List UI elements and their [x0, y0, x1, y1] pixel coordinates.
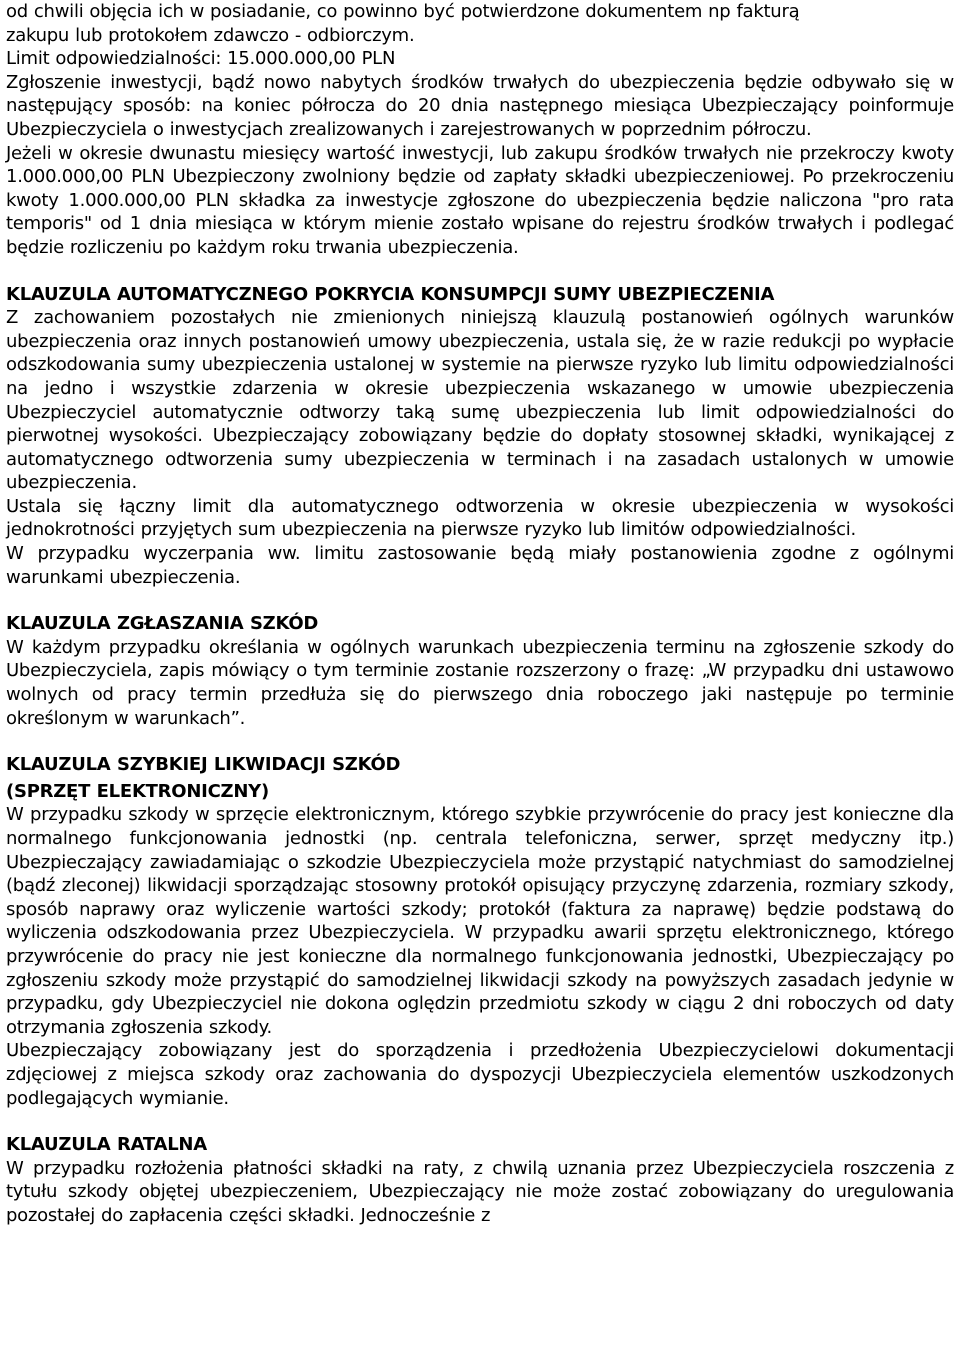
intro-line-1: od chwili objęcia ich w posiadanie, co powinno być potwierdzone dokumentem np fakturą: [6, 1, 800, 22]
paragraph-zglaszania-1: W każdym przypadku określania w ogólnych warunkach ubezpieczenia terminu na zgłoszenie szkody do Ubezpieczyciela, zapis mówiący o tym terminie zostanie rozszerzony o frazę: „W przypadku dni ustawowo wolnych od pracy termin przedłuża się do pierwszego dnia roboczego jaki następuje po terminie określonym w warunkach”.: [6, 636, 954, 729]
paragraph-jezeli: Jeżeli w okresie dwunastu miesięcy wartość inwestycji, lub zakupu środków trwałych nie przekroczy kwoty 1.000.000,00 PLN Ubezpieczony zwolniony będzie od zapłaty składki ubezpieczeniowej. Po przekroczeniu kwoty 1.000.000,00 PLN składka za inwestycje zgłoszone do ubezpieczenia będzie naliczona "pro rata temporis" od 1 dnia miesiąca w którym mienie zostało wpisane do rejestru środków trwałych i podlegać będzie rozliczeniu po każdym roku trwania ubezpieczenia.: [6, 142, 954, 258]
paragraph-automatycznego-3: W przypadku wyczerpania ww. limitu zastosowanie będą miały postanowienia zgodne z ogólnymi warunkami ubezpieczenia.: [6, 543, 954, 588]
heading-klauzula-szybkiej: KLAUZULA SZYBKIEJ LIKWIDACJI SZKÓD: [6, 754, 401, 776]
subheading-sprzet-elektroniczny: (SPRZĘT ELEKTRONICZNY): [6, 780, 269, 802]
heading-klauzula-automatycznego: KLAUZULA AUTOMATYCZNEGO POKRYCIA KONSUMPCJI SUMY UBEZPIECZENIA: [6, 283, 775, 305]
document-page: [6, 0, 954, 1228]
paragraph-zgloszenie: Zgłoszenie inwestycji, bądź nowo nabytych środków trwałych do ubezpieczenia będzie odbywało się w następujący sposób: na koniec półrocza do 20 dnia następnego miesiąca Ubezpieczający poinformuje Ubezpieczyciela o inwestycjach zrealizowanych i zarejestrowanych w poprzednim półroczu.: [6, 71, 954, 140]
paragraph-automatycznego-2: Ustala się łączny limit dla automatycznego odtworzenia w okresie ubezpieczenia w wysokości jednokrotności przyjętych sum ubezpieczenia na pierwsze ryzyko lub limitów odpowiedzialności.: [6, 495, 954, 541]
intro-continuation: [6, 0, 954, 47]
intro-line-2: zakupu lub protokołem zdawczo - odbiorczym.: [6, 24, 415, 46]
heading-klauzula-ratalna: KLAUZULA RATALNA: [6, 1134, 207, 1156]
limit-line: Limit odpowiedzialności: 15.000.000,00 PLN: [6, 48, 396, 70]
paragraph-szybkiej-1: W przypadku szkody w sprzęcie elektronicznym, którego szybkie przywrócenie do pracy jest konieczne dla normalnego funkcjonowania jednostki (np. centrala telefoniczna, serwer, sprzęt medyczny itp.) Ubezpieczający zawiadamiając o szkodzie Ubezpieczyciela może przystąpić natychmiast do samodzielnej (bądź zleconej) likwidacji sporządzając stosowny protokół opisujący przyczynę zdarzenia, rozmiary szkody, sposób naprawy oraz wyliczenie wartości szkody; protokół (faktura za naprawę) będzie podstawą do wyliczenia odszkodowania przez Ubezpieczyciela. W przypadku awarii sprzętu elektronicznego, którego przywrócenie do pracy nie jest konieczne dla normalnego funkcjonowania jednostki, Ubezpieczający po zgłoszeniu szkody może przystąpić do samodzielnej likwidacji szkody na powyższych zasadach jedynie w przypadku, gdy Ubezpieczyciel nie dokona oględzin przedmiotu szkody w ciągu 2 dni roboczych od daty otrzymania zgłoszenia szkody.: [6, 804, 954, 1038]
paragraph-ratalna-1: W przypadku rozłożenia płatności składki na raty, z chwilą uznania przez Ubezpieczyciela roszczenia z tytułu szkody objętej ubezpieczeniem, Ubezpieczający nie może zostać zobowiązany do uregulowania pozostałej do zapłacenia części składki. Jednocześnie z: [6, 1157, 954, 1226]
paragraph-szybkiej-2: Ubezpieczający zobowiązany jest do sporządzenia i przedłożenia Ubezpieczycielowi dokumentacji zdjęciowej z miejsca szkody oraz zachowania do dyspozycji Ubezpieczyciela elementów uszkodzonych podlegających wymianie.: [6, 1040, 954, 1109]
paragraph-automatycznego-1: Z zachowaniem pozostałych nie zmienionych niniejszą klauzulą postanowień ogólnych warunków ubezpieczenia oraz innych postanowień umowy ubezpieczenia, ustala się, że w razie redukcji po wypłacie odszkodowania sumy ubezpieczenia ustalonej w systemie na pierwsze ryzyko lub limitu odpowiedzialności na jedno i wszystkie zdarzenia w okresie ubezpieczenia wskazanego w umowie ubezpieczenia Ubezpieczyciel automatycznie odtworzy taką sumę ubezpieczenia lub limit odpowiedzialności do pierwotnej wysokości. Ubezpieczający zobowiązany będzie do dopłaty stosownej składki, wynikającej z automatycznego odtworzenia sumy ubezpieczenia w terminach i na zasadach ustalonych w umowie ubezpieczenia.: [6, 307, 954, 494]
heading-klauzula-zglaszania: KLAUZULA ZGŁASZANIA SZKÓD: [6, 613, 319, 635]
